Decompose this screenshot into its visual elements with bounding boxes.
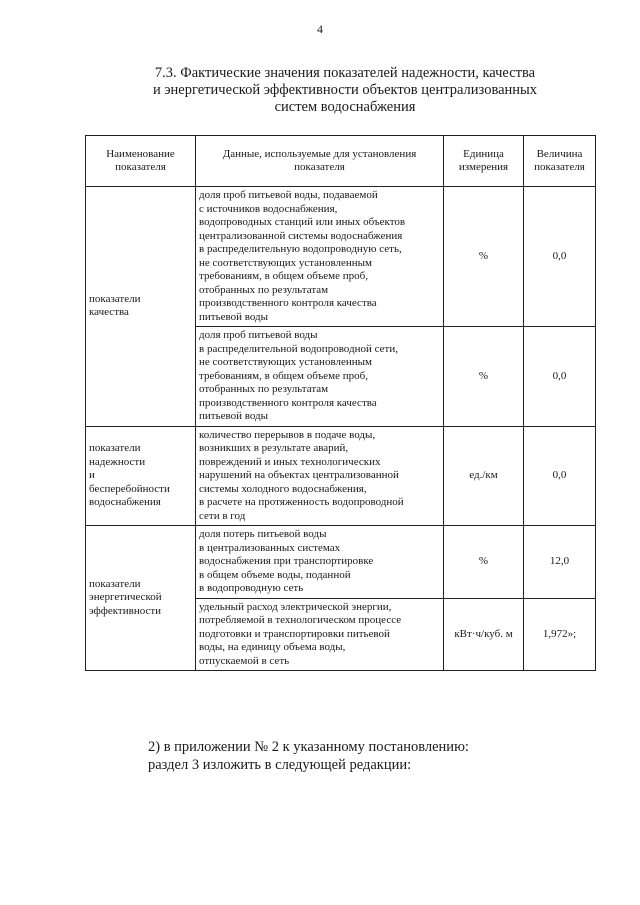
header-line: показателя [534,161,585,173]
group-name-line: водоснабжения [89,496,161,508]
indicator-description [196,327,444,427]
description-line: не соответствующих установленным [199,356,372,368]
header-line: показателя [115,161,166,173]
indicator-group-name [86,187,196,427]
description-line: возникших в результате аварий, [199,442,349,454]
description-line: требованиям, в общем объеме проб, [199,369,368,382]
indicator-value: 0,0 [524,187,596,327]
header-line: Наименование [106,147,175,160]
header-line: Единица [463,147,504,160]
indicator-value: 0,0 [524,426,596,526]
section-title-line: и энергетической эффективности объектов централизованных [152,82,538,98]
group-name-line: энергетической [89,591,162,604]
group-name-line: показатели [89,442,141,454]
group-name-line: качества [89,306,129,319]
description-line: в водопроводную сеть [199,582,304,594]
indicators-table [85,135,596,671]
description-line: централизованной системы водоснабжения [199,229,403,242]
indicator-unit: % [444,526,524,599]
description-line: сети в год [199,509,246,522]
indicator-unit: % [444,327,524,427]
header-line: показателя [294,161,345,173]
header-line: Величина [536,147,583,160]
group-name-line: показатели [89,292,141,305]
description-line: в общем объеме воды, поданной [199,568,351,581]
group-name-line: бесперебойности [89,482,170,495]
indicator-value: 0,0 [524,327,596,427]
header-data-used [196,136,444,187]
amendment-line: раздел 3 изложить в следующей редакции: [148,757,412,773]
description-line: питьевой воды [199,310,269,323]
description-line: водоснабжения при транспортировке [199,555,374,567]
description-line: в расчете на протяженность водопроводной [199,496,404,508]
header-line: Данные, используемые для установления [222,147,417,160]
description-line: производственного контроля качества [199,297,377,309]
section-title-line: систем водоснабжения [274,99,416,115]
indicator-unit: % [444,187,524,327]
description-line: удельный расход электрической энергии, [199,600,392,613]
section-title-line: 7.3. Фактические значения показателей надежности, качества [154,65,536,81]
description-line: воды, на единицу объема воды, [199,641,346,653]
indicator-unit: кВт·ч/куб. м [444,598,524,671]
indicator-description [196,598,444,671]
header-unit [444,136,524,187]
description-line: не соответствующих установленным [199,256,372,269]
description-line: повреждений и иных технологических [199,455,381,468]
header-indicator-name [86,136,196,187]
indicator-unit: ед./км [444,426,524,526]
description-line: в распределительной водопроводной сети, [199,342,398,355]
group-name-line: показатели [89,577,141,590]
table-header-row [86,136,596,187]
description-line: требованиям, в общем объеме проб, [199,270,368,282]
description-line: потребляемой в технологическом процессе [199,614,402,626]
indicator-value: 12,0 [524,526,596,599]
group-name-line: и [89,469,95,481]
description-line: в распределительную водопроводную сеть, [199,243,402,255]
description-line: нарушений на объектах централизованной [199,469,399,481]
description-line: отобранных по результатам [199,383,329,395]
header-line: измерения [458,161,509,173]
page-number: 4 [317,22,323,36]
description-line: количество перерывов в подаче воды, [199,428,376,441]
description-line: отобранных по результатам [199,283,329,296]
indicator-value: 1,972»; [524,598,596,671]
group-name-line: эффективности [89,604,162,617]
description-line: доля проб питьевой воды, подаваемой [199,189,378,201]
description-line: с источников водоснабжения, [199,202,338,215]
description-line: подготовки и транспортировки питьевой [199,627,390,640]
section-title [130,65,560,116]
amendment-text [148,738,469,774]
table-row [86,426,596,526]
indicator-description [196,187,444,327]
description-line: в централизованных системах [199,541,341,554]
description-line: отпускаемой в сеть [199,654,290,667]
indicator-group-name [86,526,196,671]
amendment-line: 2) в приложении № 2 к указанному постановлению: [148,739,469,755]
description-line: доля потерь питьевой воды [199,528,327,540]
indicator-description [196,426,444,526]
description-line: системы холодного водоснабжения, [199,482,367,495]
description-line: водопроводных станций или иных объектов [199,216,406,228]
table-body [86,187,596,671]
table-row [86,526,596,599]
group-name-line: надежности [89,455,146,468]
header-value [524,136,596,187]
description-line: доля проб питьевой воды [199,329,318,341]
table-row [86,187,596,327]
indicator-group-name [86,426,196,526]
indicator-description [196,526,444,599]
description-line: питьевой воды [199,410,269,422]
description-line: производственного контроля качества [199,396,377,409]
